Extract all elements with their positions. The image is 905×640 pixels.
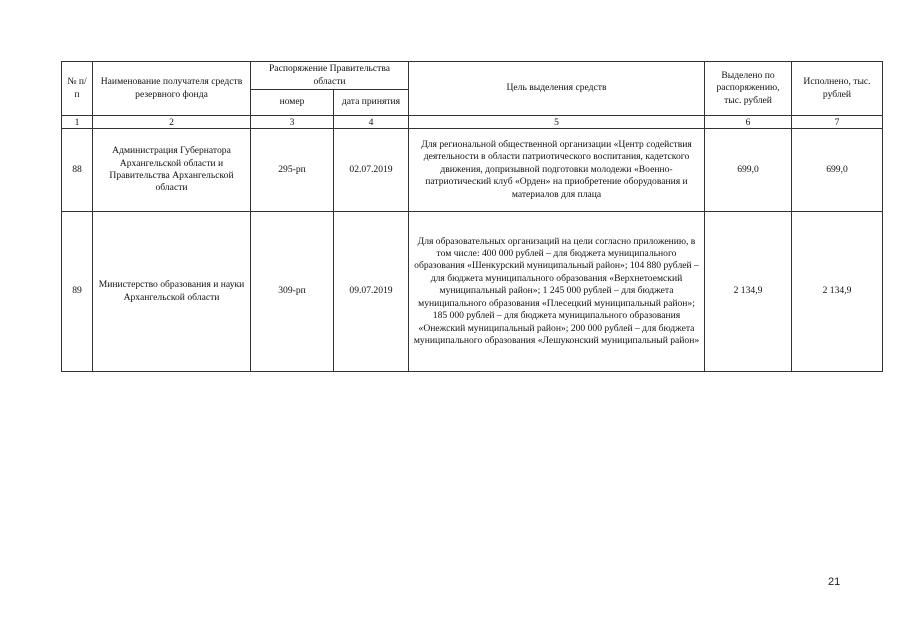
column-number: 3 xyxy=(251,116,334,129)
column-number: 5 xyxy=(409,116,705,129)
header-allocated: Выделено по распоряжению, тыс. рублей xyxy=(705,62,792,116)
row-recipient: Министерство образования и науки Архангельской области xyxy=(93,212,251,372)
header-executed: Исполнено, тыс. рублей xyxy=(792,62,883,116)
column-number: 1 xyxy=(62,116,93,129)
row-order-date: 02.07.2019 xyxy=(334,129,409,212)
row-number: 88 xyxy=(62,129,93,212)
row-number: 89 xyxy=(62,212,93,372)
header-order: Распоряжение Правительства области xyxy=(251,62,409,90)
header-purpose: Цель выделения средств xyxy=(409,62,705,116)
row-purpose: Для образовательных организаций на цели согласно приложению, в том числе: 400 000 рублей – для бюджета муниципального образования «Шенкурский муниципальный район»; 104 880 рублей – для бюджета муниципального образования «Верхнетоемский муниципальный район»; 1 245 000 рублей – для бюджета муниципального образования «Плесецкий муниципальный район»; 185 000 рублей – для бюджета муниципального образования «Онежский муниципальный район»; 200 000 рублей – для бюджета муниципального образования «Лешуконский муниципальный район» xyxy=(409,212,705,372)
table-row xyxy=(62,212,883,372)
header-order-date: дата принятия xyxy=(334,90,409,116)
row-recipient: Администрация Губернатора Архангельской области и Правительства Архангельской области xyxy=(93,129,251,212)
header-number: № п/п xyxy=(62,62,93,116)
row-purpose: Для региональной общественной организации «Центр содействия деятельности в области патриотического воспитания, кадетского движения, допризывной подготовки молодежи «Военно-патриотический клуб «Орден» на приобретение оборудования и материалов для плаца xyxy=(409,129,705,212)
row-order-number: 295-рп xyxy=(251,129,334,212)
table-row xyxy=(62,129,883,212)
row-executed: 2 134,9 xyxy=(792,212,883,372)
reserve-fund-table xyxy=(61,61,883,372)
row-allocated: 2 134,9 xyxy=(705,212,792,372)
header-recipient: Наименование получателя средств резервного фонда xyxy=(93,62,251,116)
column-number: 6 xyxy=(705,116,792,129)
row-executed: 699,0 xyxy=(792,129,883,212)
column-number: 4 xyxy=(334,116,409,129)
header-order-number: номер xyxy=(251,90,334,116)
row-order-number: 309-рп xyxy=(251,212,334,372)
column-number: 7 xyxy=(792,116,883,129)
column-number-row xyxy=(62,116,883,129)
row-order-date: 09.07.2019 xyxy=(334,212,409,372)
page-number: 21 xyxy=(828,576,841,588)
row-allocated: 699,0 xyxy=(705,129,792,212)
column-number: 2 xyxy=(93,116,251,129)
header-row xyxy=(62,62,883,90)
